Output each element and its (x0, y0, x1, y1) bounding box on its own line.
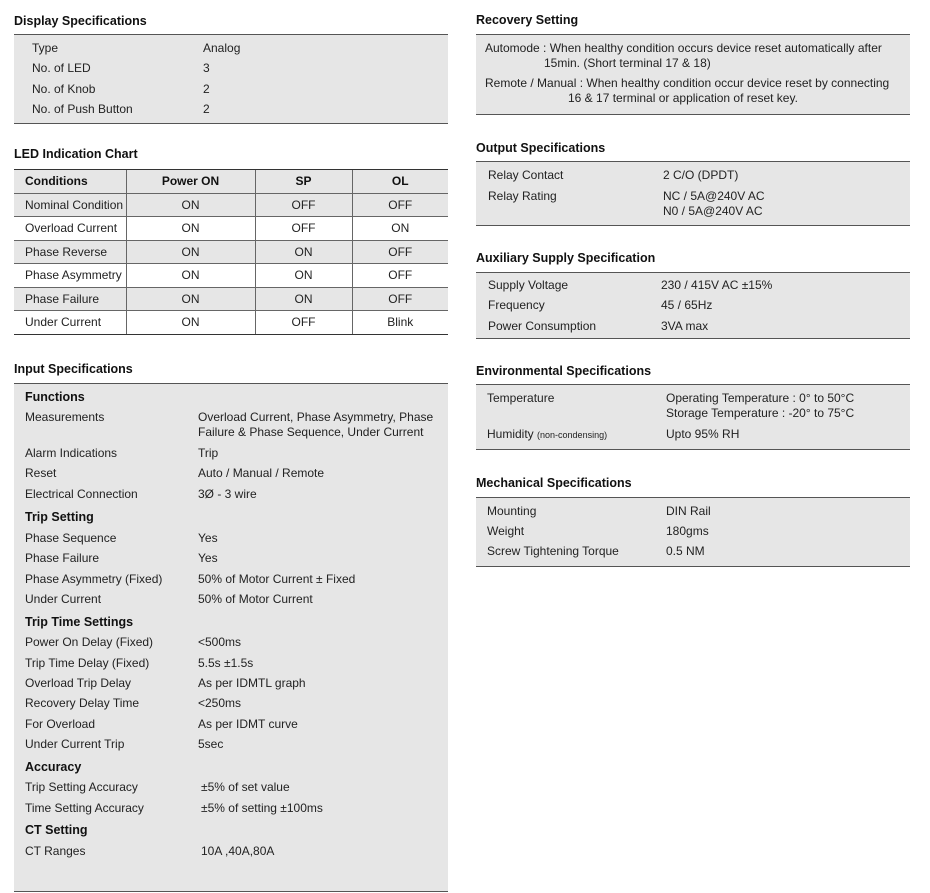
phase-asymmetry-label: Phase Asymmetry (Fixed) (25, 572, 163, 586)
relay-contact-label: Relay Contact (488, 168, 564, 182)
table-cell: OFF (352, 193, 448, 217)
display-led-value: 3 (203, 61, 210, 75)
humidity-note: (non-condensing) (537, 430, 608, 440)
table-cell: Blink (352, 311, 448, 335)
time-setting-accuracy-value: ±5% of setting ±100ms (201, 801, 323, 815)
mounting-label: Mounting (487, 504, 537, 518)
trip-time-delay-value: 5.5s ±1.5s (198, 656, 254, 670)
header-ol: OL (352, 170, 448, 194)
table-row (14, 240, 448, 264)
electrical-connection-label: Electrical Connection (25, 487, 138, 501)
trip-setting-accuracy-label: Trip Setting Accuracy (25, 780, 138, 794)
display-spec-title: Display Specifications (14, 14, 147, 28)
measurements-value-line2: Failure & Phase Sequence, Under Current (198, 425, 424, 439)
alarm-indications-label: Alarm Indications (25, 446, 118, 460)
relay-rating-label: Relay Rating (488, 189, 557, 203)
humidity-value: Upto 95% RH (666, 427, 740, 441)
header-conditions: Conditions (14, 170, 126, 194)
remote-manual-line2: 16 & 17 terminal or application of reset key. (568, 91, 798, 105)
phase-sequence-value: Yes (198, 531, 218, 545)
table-cell: ON (126, 311, 255, 335)
phase-failure-value: Yes (198, 551, 218, 565)
under-current-value: 50% of Motor Current (198, 592, 313, 606)
display-type-label: Type (32, 41, 59, 55)
humidity-label: Humidity (487, 427, 534, 441)
frequency-value: 45 / 65Hz (661, 298, 713, 312)
reset-value: Auto / Manual / Remote (198, 466, 325, 480)
led-indication-table (14, 169, 448, 335)
header-power-on: Power ON (126, 170, 255, 194)
table-cell: Phase Asymmetry (14, 264, 126, 288)
aux-supply-title: Auxiliary Supply Specification (476, 251, 656, 265)
table-cell: ON (352, 217, 448, 241)
screw-torque-label: Screw Tightening Torque (487, 544, 619, 558)
table-cell: ON (255, 240, 352, 264)
table-cell: Under Current (14, 311, 126, 335)
automode-line2: 15min. (Short terminal 17 & 18) (544, 56, 711, 70)
table-cell: ON (126, 287, 255, 311)
recovery-setting-title: Recovery Setting (476, 13, 579, 27)
table-row (14, 217, 448, 241)
table-row (14, 287, 448, 311)
measurements-label: Measurements (25, 410, 105, 424)
display-knob-label: No. of Knob (32, 82, 96, 96)
storage-temperature-value: Storage Temperature : -20° to 75°C (666, 406, 855, 420)
led-chart-title: LED Indication Chart (14, 147, 138, 161)
power-on-delay-label: Power On Delay (Fixed) (25, 635, 154, 649)
under-current-label: Under Current (25, 592, 102, 606)
table-cell: OFF (255, 311, 352, 335)
recovery-delay-value: <250ms (198, 696, 242, 710)
for-overload-value: As per IDMT curve (198, 717, 298, 731)
ct-ranges-value: 10A ,40A,80A (201, 844, 275, 858)
temperature-label: Temperature (487, 391, 555, 405)
power-consumption-label: Power Consumption (488, 319, 597, 333)
table-cell: Nominal Condition (14, 193, 126, 217)
under-current-trip-label: Under Current Trip (25, 737, 125, 751)
for-overload-label: For Overload (25, 717, 96, 731)
table-cell: ON (255, 264, 352, 288)
ct-ranges-label: CT Ranges (25, 844, 86, 858)
trip-time-delay-label: Trip Time Delay (Fixed) (25, 656, 150, 670)
table-row (14, 311, 448, 335)
table-cell: OFF (255, 217, 352, 241)
operating-temperature-value: Operating Temperature : 0° to 50°C (666, 391, 855, 405)
ct-setting-heading: CT Setting (25, 823, 88, 837)
phase-sequence-label: Phase Sequence (25, 531, 117, 545)
output-spec-title: Output Specifications (476, 141, 606, 155)
table-cell: OFF (255, 193, 352, 217)
supply-voltage-label: Supply Voltage (488, 278, 569, 292)
table-header-row (14, 170, 448, 194)
accuracy-heading: Accuracy (25, 760, 82, 774)
table-cell: ON (126, 240, 255, 264)
relay-contact-value: 2 C/O (DPDT) (663, 168, 739, 182)
humidity-row (487, 427, 607, 443)
overload-trip-delay-label: Overload Trip Delay (25, 676, 132, 690)
phase-asymmetry-value: 50% of Motor Current ± Fixed (198, 572, 356, 586)
relay-rating-value-no: N0 / 5A@240V AC (663, 204, 763, 218)
header-sp: SP (255, 170, 352, 194)
table-cell: OFF (352, 240, 448, 264)
table-cell: Phase Failure (14, 287, 126, 311)
power-consumption-value: 3VA max (661, 319, 709, 333)
weight-label: Weight (487, 524, 525, 538)
display-knob-value: 2 (203, 82, 210, 96)
under-current-trip-value: 5sec (198, 737, 224, 751)
frequency-label: Frequency (488, 298, 545, 312)
table-cell: OFF (352, 264, 448, 288)
trip-setting-accuracy-value: ±5% of set value (201, 780, 290, 794)
table-cell: OFF (352, 287, 448, 311)
table-cell: Overload Current (14, 217, 126, 241)
display-type-value: Analog (203, 41, 241, 55)
table-row (14, 264, 448, 288)
table-cell: ON (126, 264, 255, 288)
remote-manual-line1: Remote / Manual : When healthy condition occur device reset by connecting (485, 76, 890, 90)
table-cell: ON (126, 193, 255, 217)
table-row (14, 193, 448, 217)
measurements-value-line1: Overload Current, Phase Asymmetry, Phase (198, 410, 434, 424)
recovery-delay-label: Recovery Delay Time (25, 696, 140, 710)
trip-setting-heading: Trip Setting (25, 510, 94, 524)
overload-trip-delay-value: As per IDMTL graph (198, 676, 306, 690)
phase-failure-label: Phase Failure (25, 551, 100, 565)
display-led-label: No. of LED (32, 61, 91, 75)
power-on-delay-value: <500ms (198, 635, 242, 649)
display-pushbutton-value: 2 (203, 102, 210, 116)
reset-label: Reset (25, 466, 57, 480)
table-cell: ON (255, 287, 352, 311)
trip-time-heading: Trip Time Settings (25, 615, 134, 629)
mounting-value: DIN Rail (666, 504, 711, 518)
input-spec-title: Input Specifications (14, 362, 133, 376)
time-setting-accuracy-label: Time Setting Accuracy (25, 801, 144, 815)
weight-value: 180gms (666, 524, 709, 538)
screw-torque-value: 0.5 NM (666, 544, 705, 558)
mechanical-spec-title: Mechanical Specifications (476, 476, 632, 490)
functions-heading: Functions (25, 390, 85, 404)
supply-voltage-value: 230 / 415V AC ±15% (661, 278, 773, 292)
environmental-spec-title: Environmental Specifications (476, 364, 652, 378)
automode-line1: Automode : When healthy condition occurs device reset automatically after (485, 41, 882, 55)
display-pushbutton-label: No. of Push Button (32, 102, 133, 116)
relay-rating-value-nc: NC / 5A@240V AC (663, 189, 765, 203)
table-cell: ON (126, 217, 255, 241)
alarm-indications-value: Trip (198, 446, 219, 460)
table-cell: Phase Reverse (14, 240, 126, 264)
electrical-connection-value: 3Ø - 3 wire (198, 487, 257, 501)
